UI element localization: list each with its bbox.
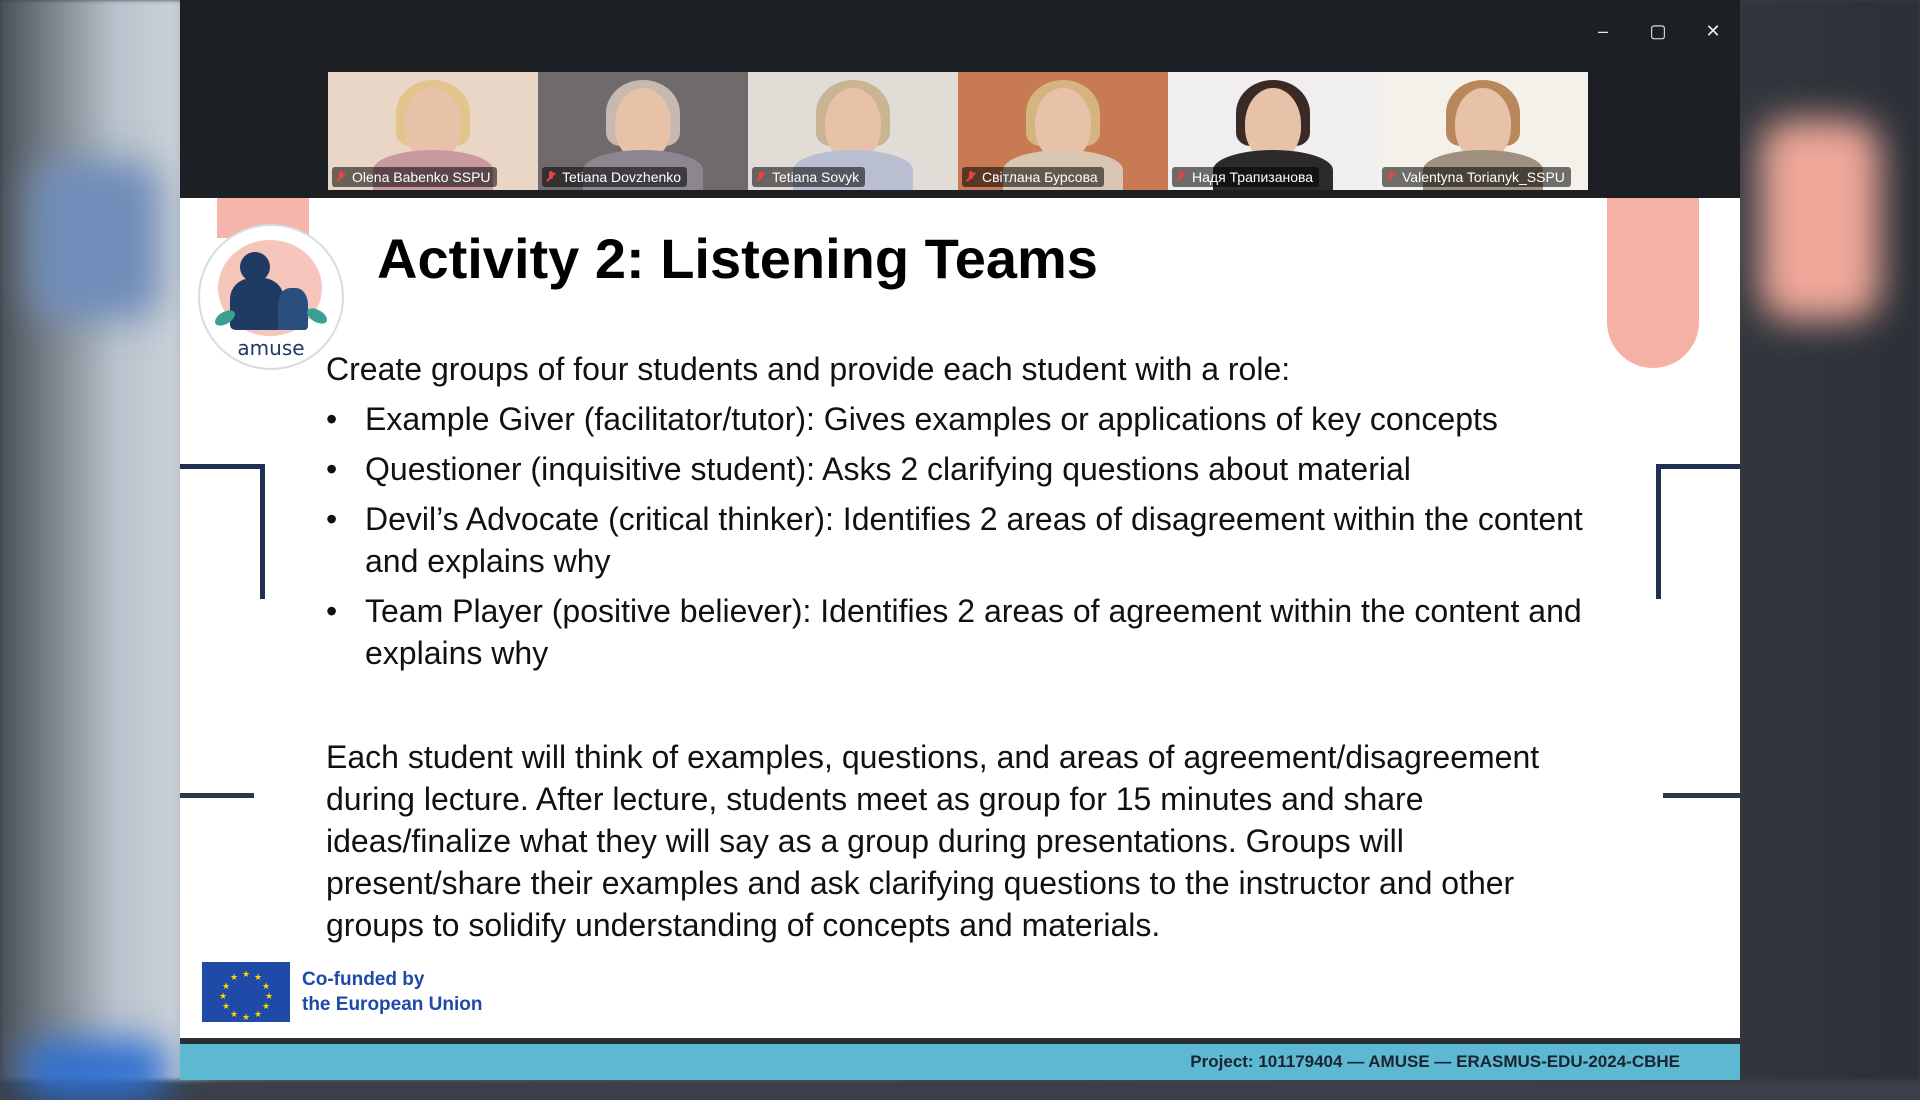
participant-strip [328,72,1588,190]
list-item: • Example Giver (facilitator/tutor): Gives examples or applications of key concepts [326,398,1596,440]
participant-name-label: Valentyna Torianyk_SSPU [1382,167,1571,187]
eu-funding-badge [202,962,483,1022]
decor-pink-tab [1607,198,1699,368]
decor-bracket-left [180,464,265,599]
close-icon: ✕ [1705,20,1721,41]
bullet-icon: • [326,401,338,437]
participant-tile[interactable] [538,72,748,190]
participant-name-label: Світлана Бурсова [962,167,1104,187]
list-item: • Questioner (inquisitive student): Asks 2 clarifying questions about material [326,448,1596,490]
project-footer-text: Project: 101179404 — AMUSE — ERASMUS-EDU-2024-CBHE [1190,1052,1680,1071]
shared-slide [180,198,1740,1080]
decor-dash-right [1663,793,1740,798]
maximize-icon: ▢ [1649,20,1667,41]
participant-name-label: Tetiana Dovzhenko [542,167,687,187]
participant-tile[interactable] [1168,72,1378,190]
participant-name-label: Tetiana Sovyk [752,167,865,187]
slide-body [326,348,1596,682]
mic-muted-icon [756,171,766,183]
mic-muted-icon [966,171,976,183]
eu-text-line2: the European Union [302,994,483,1015]
participant-tile[interactable] [1378,72,1588,190]
mic-muted-icon [1386,171,1396,183]
intro-text: Create groups of four students and provide each student with a role: [326,351,1291,387]
eu-flag-icon: ★ ★ ★ ★ ★ ★ ★ ★ ★ ★ ★ ★ [202,962,290,1022]
minimize-icon: – [1597,20,1608,41]
logo-wordmark: amuse [237,336,305,360]
participant-tile[interactable] [958,72,1168,190]
list-item: • Team Player (positive believer): Identifies 2 areas of agreement within the content and explains why [326,590,1596,674]
decor-dash-left [180,793,254,798]
eu-text-line1: Co-funded by [302,969,425,990]
list-item: • Devil’s Advocate (critical thinker): Identifies 2 areas of disagreement within the content and explains why [326,498,1596,582]
amuse-logo [198,224,344,370]
roles-list [326,398,1596,674]
mic-muted-icon [1176,171,1186,183]
maximize-button[interactable] [1635,18,1681,44]
bullet-icon: • [326,593,338,629]
bullet-icon: • [326,451,338,487]
mic-muted-icon [336,171,346,183]
decor-bracket-right [1656,464,1740,599]
mic-muted-icon [546,171,556,183]
slide-footer [180,1038,1740,1080]
participant-name-label: Надя Трапизанова [1172,167,1319,187]
instructions-paragraph: Each student will think of examples, questions, and areas of agreement/disagreement during lecture. After lecture, students meet as group for 15 minutes and share ideas/finalize what they will say as a group during presentations. Groups will present/share their examples and ask clarifying questions to the instructor and other groups to solidify understanding of concepts and materials. [326,739,1540,943]
participant-name-label: Olena Babenko SSPU [332,167,497,187]
slide-title: Activity 2: Listening Teams [377,227,1098,290]
participant-tile[interactable] [328,72,538,190]
close-button[interactable] [1690,18,1736,44]
minimize-button[interactable] [1580,18,1626,44]
participant-tile[interactable] [748,72,958,190]
bullet-icon: • [326,501,338,537]
meeting-window [180,0,1740,1080]
title-bar [180,0,1740,198]
